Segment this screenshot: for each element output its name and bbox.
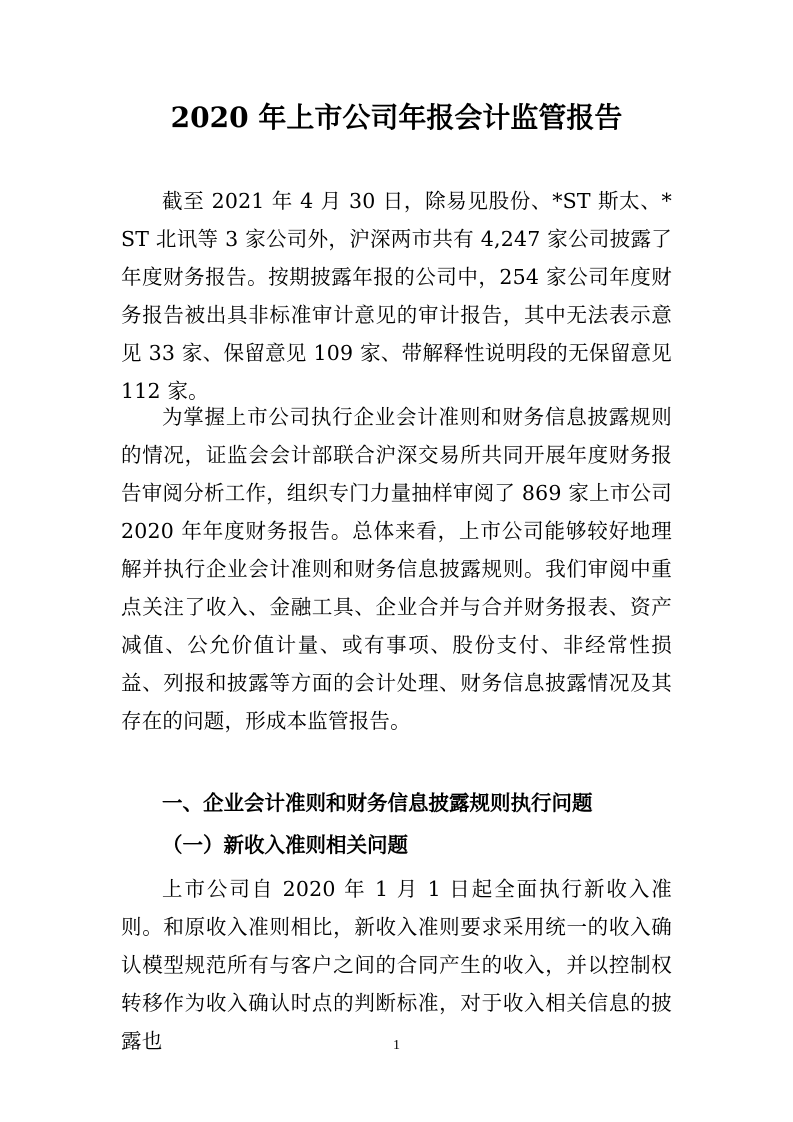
document-title: 2020 年上市公司年报会计监管报告 <box>170 101 623 134</box>
page-number: 1 <box>393 1038 400 1053</box>
body-paragraph: 为掌握上市公司执行企业会计准则和财务信息披露规则的情况，证监会会计部联合沪深交易所共同开展年度财务报告审阅分析工作，组织专门力量抽样审阅了 869 家上市公司 2020 年年度财务报告。总体来看，上市公司能够较好地理解并执行企业会计准则和财务信息披露规则。我们审阅中重点关注了收入、金融工具、企业合并与合并财务报表、资产减值、公允价值计量、或有事项、股份支付、非经常性损益、列报和披露等方面的会计处理、财务信息披露情况及其存在的问题，形成本监管报告。 <box>121 405 672 733</box>
subsection-heading: （一）新收入准则相关问题 <box>162 833 408 857</box>
section-heading: 一、企业会计准则和财务信息披露规则执行问题 <box>162 791 593 815</box>
body-paragraph: 上市公司自 2020 年 1 月 1 日起全面执行新收入准则。和原收入准则相比，新收入准则要求采用统一的收入确认模型规范所有与客户之间的合同产生的收入，并以控制权转移作为收入确认时点的判断标准，对于收入相关信息的披露也 <box>121 877 672 1053</box>
body-paragraph: 截至 2021 年 4 月 30 日，除易见股份、*ST 斯太、*ST 北讯等 3 家公司外，沪深两市共有 4,247 家公司披露了年度财务报告。按期披露年报的公司中，254 家公司年度财务报告被出具非标准审计意见的审计报告，其中无法表示意见 33 家、保留意见 109 家、带解释性说明段的无保留意见 112 家。 <box>121 189 672 403</box>
